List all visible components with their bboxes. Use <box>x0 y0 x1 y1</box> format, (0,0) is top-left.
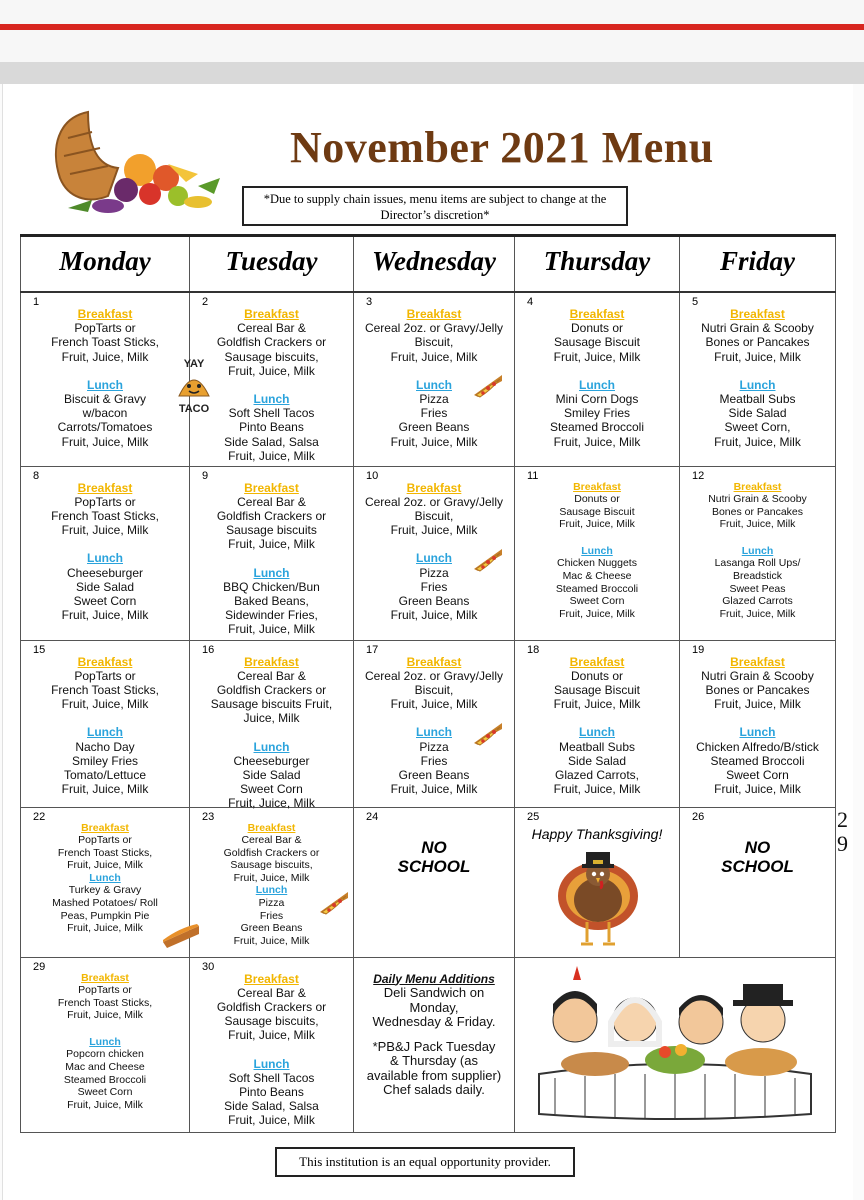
breakfast-heading: Breakfast <box>406 307 462 321</box>
breakfast-heading: Breakfast <box>244 971 299 986</box>
lunch-item: Pizza <box>258 897 285 910</box>
breakfast-item: French Toast Sticks, <box>51 508 159 523</box>
day-number: 11 <box>527 469 539 482</box>
breakfast-item: Fruit, Juice, Milk <box>61 349 149 364</box>
breakfast-item: Fruit, Juice, Milk <box>553 349 641 364</box>
day-cell <box>190 807 354 957</box>
lunch-item: w/bacon <box>82 406 128 421</box>
day-number: 5 <box>692 296 699 308</box>
lunch-item: Fruit, Juice, Milk <box>390 782 478 797</box>
breakfast-item: PopTarts or <box>78 984 132 997</box>
lunch-item: Side Salad <box>567 753 627 768</box>
breakfast-item: Fruit, Juice, Milk <box>559 518 635 531</box>
day-number: 17 <box>366 643 379 656</box>
lunch-item: Pizza <box>419 565 449 580</box>
breakfast-item: Cereal 2oz. or Gravy/Jelly <box>364 321 504 336</box>
breakfast-heading: Breakfast <box>569 654 625 669</box>
meal-block <box>21 972 189 1112</box>
breakfast-heading: Breakfast <box>244 480 299 495</box>
meal-block <box>190 481 353 637</box>
lunch-item: Green Beans <box>398 593 470 608</box>
breakfast-item: Donuts or <box>570 668 624 683</box>
additions-line: Wednesday & Friday. <box>372 1014 496 1029</box>
lunch-item: Soft Shell Tacos <box>228 1070 315 1085</box>
breakfast-heading: Breakfast <box>733 480 782 493</box>
lunch-heading: Lunch <box>741 544 774 557</box>
lunch-item: Pizza <box>419 739 449 754</box>
day-cell <box>354 957 515 1132</box>
lunch-heading: Lunch <box>579 725 615 740</box>
stray-digits: 2 9 <box>837 807 848 856</box>
day-cell <box>190 957 354 1132</box>
lunch-heading: Lunch <box>87 377 123 392</box>
lunch-item: Chicken Alfredo/B/stick <box>696 739 819 754</box>
lunch-item: Cheeseburger <box>233 753 310 768</box>
breakfast-item: Fruit, Juice, Milk <box>67 1009 143 1022</box>
breakfast-item: French Toast Sticks, <box>57 996 153 1009</box>
lunch-item: Fruit, Juice, Milk <box>390 434 478 449</box>
lunch-heading: Lunch <box>253 565 290 580</box>
weekday-label: Tuesday <box>225 246 318 276</box>
lunch-item: Side Salad <box>242 767 301 782</box>
lunch-heading: Lunch <box>253 392 290 407</box>
lunch-item: Green Beans <box>398 420 470 435</box>
lunch-item: Side Salad, Salsa <box>224 1099 319 1114</box>
lunch-item: Fruit, Juice, Milk <box>67 922 143 935</box>
day-cell <box>21 640 190 807</box>
lunch-item: Popcorn chicken <box>66 1048 144 1061</box>
breakfast-heading: Breakfast <box>573 480 621 493</box>
breakfast-item: Bones or Pancakes <box>711 505 804 518</box>
lunch-item: Mashed Potatoes/ Roll <box>52 897 158 910</box>
cornucopia-icon <box>48 108 223 220</box>
breakfast-item: Sausage Biscuit <box>553 335 641 350</box>
lunch-item: Fruit, Juice, Milk <box>61 782 149 797</box>
lunch-item: Fruit, Juice, Milk <box>553 434 641 449</box>
lunch-item: Green Beans <box>240 922 303 935</box>
day-number: 10 <box>366 469 379 482</box>
lunch-item: Fries <box>420 579 448 594</box>
day-number: 30 <box>202 960 215 973</box>
breakfast-heading: Breakfast <box>77 654 133 669</box>
no-school-label: NO SCHOOL <box>721 837 794 876</box>
lunch-item: Soft Shell Tacos <box>228 406 315 421</box>
breakfast-item: Cereal 2oz. or Gravy/Jelly <box>364 668 504 683</box>
breakfast-item: Sausage biscuits Fruit, <box>210 697 333 712</box>
equal-opportunity-footer: This institution is an equal opportunity provider. <box>275 1147 575 1177</box>
breakfast-item: Goldfish Crackers or <box>216 682 327 697</box>
breakfast-heading: Breakfast <box>244 654 299 669</box>
lunch-item: Nacho Day <box>75 739 135 754</box>
breakfast-heading: Breakfast <box>569 307 625 321</box>
breakfast-item: Fruit, Juice, Milk <box>233 871 310 884</box>
week-row <box>21 466 836 640</box>
breakfast-item: Bones or Pancakes <box>705 335 810 350</box>
day-number: 25 <box>527 810 540 823</box>
weekday-label: Wednesday <box>372 246 496 276</box>
lunch-heading: Lunch <box>255 884 288 897</box>
breakfast-item: PopTarts or <box>74 668 136 683</box>
lunch-item: Sweet Corn <box>240 782 303 797</box>
breakfast-item: Sausage biscuits, <box>224 349 319 364</box>
breakfast-item: Biscuit, <box>414 508 454 523</box>
breakfast-heading: Breakfast <box>77 307 133 321</box>
lunch-heading: Lunch <box>739 725 776 740</box>
lunch-item: Side Salad <box>728 406 787 421</box>
weekday-header <box>21 236 836 293</box>
no-school-label: NO SCHOOL <box>397 837 471 876</box>
day-cell <box>21 292 190 466</box>
lunch-item: Steamed Broccoli <box>63 1073 147 1086</box>
lunch-heading: Lunch <box>89 1035 121 1048</box>
breakfast-item: PopTarts or <box>74 321 136 336</box>
lunch-heading: Lunch <box>87 725 123 740</box>
lunch-item: Fruit, Juice, Milk <box>390 608 478 623</box>
week-row <box>21 292 836 466</box>
lunch-item: Steamed Broccoli <box>549 420 645 435</box>
breakfast-item: Juice, Milk <box>243 711 300 726</box>
breakfast-item: Fruit, Juice, Milk <box>719 518 796 531</box>
breakfast-item: Fruit, Juice, Milk <box>390 349 478 364</box>
lunch-heading: Lunch <box>253 1056 290 1071</box>
pizza-icon <box>472 721 504 747</box>
breakfast-heading: Breakfast <box>244 307 299 321</box>
lunch-item: Sweet Corn <box>726 767 789 782</box>
lunch-item: Fruit, Juice, Milk <box>719 607 796 620</box>
lunch-item: BBQ Chicken/Bun <box>223 579 320 594</box>
breakfast-item: Goldfish Crackers or <box>216 335 327 350</box>
breakfast-item: Goldfish Crackers or <box>216 508 327 523</box>
breakfast-heading: Breakfast <box>406 480 462 495</box>
breakfast-item: Sausage biscuits, <box>224 1014 319 1029</box>
browser-top-strip <box>0 0 864 62</box>
meal-block <box>515 481 679 621</box>
day-number: 24 <box>366 810 379 823</box>
lunch-item: Biscuit & Gravy <box>63 392 147 407</box>
pizza-icon <box>472 547 504 573</box>
day-cell <box>354 640 515 807</box>
day-cell <box>354 466 515 640</box>
breakfast-item: Biscuit, <box>414 682 454 697</box>
day-cell <box>515 640 680 807</box>
day-number: 23 <box>202 810 215 823</box>
lunch-heading: Lunch <box>416 725 452 740</box>
lunch-item: Baked Beans, <box>234 593 309 608</box>
day-cell <box>21 466 190 640</box>
lunch-item: Tomato/Lettuce <box>63 767 147 782</box>
breakfast-item: Fruit, Juice, Milk <box>228 363 315 378</box>
meal-block <box>21 655 189 797</box>
day-number: 9 <box>202 469 209 482</box>
day-cell <box>680 292 836 466</box>
lunch-item: Side Salad, Salsa <box>224 434 319 449</box>
breakfast-item: Cereal Bar & <box>237 668 306 683</box>
additions-line: available from supplier) <box>366 1067 502 1083</box>
day-cell <box>680 807 836 957</box>
lunch-item: Fruit, Juice, Milk <box>553 782 641 797</box>
breakfast-item: Fruit, Juice, Milk <box>228 537 315 552</box>
weekday-label: Friday <box>719 246 795 276</box>
breakfast-heading: Breakfast <box>77 480 133 495</box>
breakfast-heading: Breakfast <box>81 821 129 834</box>
meal-block <box>680 481 835 621</box>
day-number: 12 <box>692 469 705 482</box>
breakfast-item: Fruit, Juice, Milk <box>67 859 143 872</box>
breakfast-item: Fruit, Juice, Milk <box>390 697 478 712</box>
lunch-item: Fruit, Juice, Milk <box>61 434 149 449</box>
lunch-item: Sweet Peas <box>729 582 786 595</box>
lunch-item: Fruit, Juice, Milk <box>714 782 801 797</box>
breakfast-heading: Breakfast <box>730 654 785 669</box>
lunch-item: Glazed Carrots <box>722 595 793 608</box>
lunch-item: Turkey & Gravy <box>68 884 142 897</box>
lunch-item: Fruit, Juice, Milk <box>233 934 310 947</box>
lunch-item: Green Beans <box>398 767 470 782</box>
breakfast-item: Fruit, Juice, Milk <box>553 697 641 712</box>
meal-block <box>190 655 353 811</box>
day-cell <box>354 292 515 466</box>
lunch-item: Steamed Broccoli <box>710 753 805 768</box>
lunch-item: Smiley Fries <box>563 406 630 421</box>
lunch-item: Chicken Nuggets <box>557 557 637 570</box>
additions-title: Daily Menu Additions <box>373 971 495 986</box>
day-number: 3 <box>366 296 373 308</box>
lunch-item: Pizza <box>419 392 449 407</box>
pilgrims-feast-icon <box>525 964 825 1124</box>
lunch-item: Pinto Beans <box>239 1084 304 1099</box>
week-row <box>21 957 836 1132</box>
breakfast-item: Fruit, Juice, Milk <box>228 1028 315 1043</box>
additions-line: Deli Sandwich on <box>383 985 485 1000</box>
day-cell <box>21 807 190 957</box>
day-number: 1 <box>33 296 40 308</box>
lunch-item: Mac and Cheese <box>65 1061 145 1074</box>
breakfast-heading: Breakfast <box>81 971 129 984</box>
breakfast-item: PopTarts or <box>74 494 136 509</box>
breakfast-heading: Breakfast <box>406 654 462 669</box>
day-cell <box>680 640 836 807</box>
lunch-item: Lasanga Roll Ups/ <box>714 557 801 570</box>
lunch-item: Mac & Cheese <box>562 570 632 583</box>
meal-block <box>21 481 189 623</box>
lunch-item: Fries <box>420 406 448 421</box>
lunch-item: Sidewinder Fries, <box>225 608 318 623</box>
lunch-item: Fruit, Juice, Milk <box>714 434 801 449</box>
lunch-heading: Lunch <box>739 377 776 392</box>
meal-block <box>515 655 679 797</box>
day-number: 26 <box>692 810 705 823</box>
breakfast-item: Fruit, Juice, Milk <box>390 523 478 538</box>
lunch-item: Fruit, Juice, Milk <box>61 608 149 623</box>
lunch-heading: Lunch <box>581 544 613 557</box>
lunch-item: Sweet Corn, <box>724 420 791 435</box>
breakfast-heading: Breakfast <box>247 821 296 834</box>
meal-block <box>680 307 835 449</box>
weekday-label: Monday <box>59 246 151 276</box>
additions-line: Chef salads daily. <box>383 1082 485 1097</box>
breakfast-item: French Toast Sticks, <box>57 846 153 859</box>
day-cell <box>354 807 515 957</box>
meal-block <box>515 307 679 449</box>
holiday-label: Happy Thanksgiving! <box>531 825 663 842</box>
taco-icon <box>177 370 211 400</box>
lunch-item: Mini Corn Dogs <box>555 392 639 407</box>
lunch-item: Fruit, Juice, Milk <box>559 607 635 620</box>
breakfast-item: Donuts or <box>570 321 624 336</box>
pizza-icon <box>318 890 350 916</box>
day-cell <box>515 957 836 1132</box>
day-number: 2 <box>202 296 209 308</box>
gray-gap <box>0 62 864 84</box>
day-cell <box>190 640 354 811</box>
meal-block <box>21 822 189 935</box>
lunch-item: Sweet Corn <box>77 1086 133 1099</box>
lunch-item: Fries <box>420 753 448 768</box>
meal-block <box>21 307 189 449</box>
lunch-heading: Lunch <box>89 871 121 884</box>
lunch-item: Fries <box>259 909 284 922</box>
day-cell <box>515 292 680 466</box>
breakfast-item: French Toast Sticks, <box>51 335 159 350</box>
day-number: 18 <box>527 643 540 656</box>
day-cell <box>190 466 354 640</box>
lunch-heading: Lunch <box>416 377 452 392</box>
lunch-item: Steamed Broccoli <box>555 582 639 595</box>
day-number: 8 <box>33 469 40 482</box>
day-number: 15 <box>33 643 46 656</box>
breakfast-item: Goldfish Crackers or <box>223 846 320 859</box>
lunch-heading: Lunch <box>87 551 123 566</box>
lunch-item: Side Salad <box>75 579 135 594</box>
day-cell <box>680 466 836 640</box>
lunch-item: Peas, Pumpkin Pie <box>60 909 150 922</box>
lunch-item: Carrots/Tomatoes <box>57 420 153 435</box>
additions-line <box>354 1030 514 1040</box>
additions-line: *PB&J Pack Tuesday <box>372 1038 496 1054</box>
breakfast-item: Sausage Biscuit <box>559 505 635 518</box>
breakfast-item: Goldfish Crackers or <box>216 999 327 1014</box>
lunch-item: Sweet Corn <box>73 593 137 608</box>
lunch-item: Fruit, Juice, Milk <box>228 1113 315 1128</box>
breakfast-item: Nutri Grain & Scooby <box>701 668 814 683</box>
breakfast-item: Nutri Grain & Scooby <box>701 321 814 336</box>
meal-block <box>190 822 353 948</box>
lunch-item: Glazed Carrots, <box>554 767 640 782</box>
lunch-item: Breadstick <box>732 570 783 583</box>
meal-block <box>680 655 835 797</box>
supply-chain-notice: *Due to supply chain issues, menu items are subject to change at the Director’s discretion* <box>242 186 628 226</box>
breakfast-item: Biscuit, <box>414 335 454 350</box>
day-number: 19 <box>692 643 705 656</box>
breakfast-item: Cereal 2oz. or Gravy/Jelly <box>364 494 504 509</box>
day-cell <box>515 807 680 957</box>
daily-menu-additions <box>354 972 514 1098</box>
day-cell <box>515 466 680 640</box>
lunch-item: Meatball Subs <box>719 392 796 407</box>
lunch-item: Fruit, Juice, Milk <box>67 1098 143 1111</box>
yay-taco-badge: YAY TACO <box>178 358 210 415</box>
breakfast-item: Cereal Bar & <box>237 321 306 336</box>
additions-line: & Thursday (as <box>390 1053 478 1068</box>
lunch-heading: Lunch <box>579 377 615 392</box>
weekday-label: Thursday <box>543 246 651 276</box>
day-number: 29 <box>33 960 46 973</box>
additions-line: Monday, <box>409 999 459 1015</box>
breakfast-item: French Toast Sticks, <box>51 682 159 697</box>
breakfast-item: Cereal Bar & <box>237 985 306 1000</box>
meal-block <box>190 972 353 1128</box>
lunch-heading: Lunch <box>253 739 290 754</box>
page-title: November 2021 Menu <box>290 123 714 172</box>
breakfast-heading: Breakfast <box>730 307 785 321</box>
lunch-item: Fruit, Juice, Milk <box>228 796 315 811</box>
red-divider-line <box>0 24 864 30</box>
breakfast-item: Fruit, Juice, Milk <box>61 697 149 712</box>
breakfast-item: Fruit, Juice, Milk <box>714 349 801 364</box>
breakfast-item: Sausage biscuits <box>226 523 317 538</box>
week-row <box>21 640 836 807</box>
breakfast-item: Nutri Grain & Scooby <box>708 493 807 506</box>
lunch-item: Cheeseburger <box>66 565 144 580</box>
breakfast-item: Fruit, Juice, Milk <box>61 523 149 538</box>
breakfast-item: Sausage biscuits, <box>230 859 313 872</box>
lunch-item: Fruit, Juice, Milk <box>228 622 315 637</box>
day-number: 22 <box>33 810 46 823</box>
week-row <box>21 807 836 957</box>
day-cell <box>21 957 190 1132</box>
breakfast-item: Bones or Pancakes <box>705 682 810 697</box>
lunch-heading: Lunch <box>416 551 452 566</box>
pizza-icon <box>472 373 504 399</box>
lunch-item: Meatball Subs <box>558 739 636 754</box>
turkey-icon <box>553 846 643 950</box>
lunch-item: Smiley Fries <box>71 753 138 768</box>
menu-calendar <box>20 234 836 1133</box>
breakfast-item: PopTarts or <box>78 834 132 847</box>
breakfast-item: Sausage Biscuit <box>553 682 641 697</box>
lunch-item: Fruit, Juice, Milk <box>228 448 315 463</box>
day-number: 16 <box>202 643 215 656</box>
breakfast-item: Cereal Bar & <box>241 834 302 847</box>
lunch-item: Pinto Beans <box>239 420 304 435</box>
lunch-item: Sweet Corn <box>569 595 625 608</box>
breakfast-item: Donuts or <box>574 493 620 506</box>
day-number: 4 <box>527 296 534 308</box>
breakfast-item: Fruit, Juice, Milk <box>714 697 801 712</box>
breakfast-item: Cereal Bar & <box>237 494 306 509</box>
